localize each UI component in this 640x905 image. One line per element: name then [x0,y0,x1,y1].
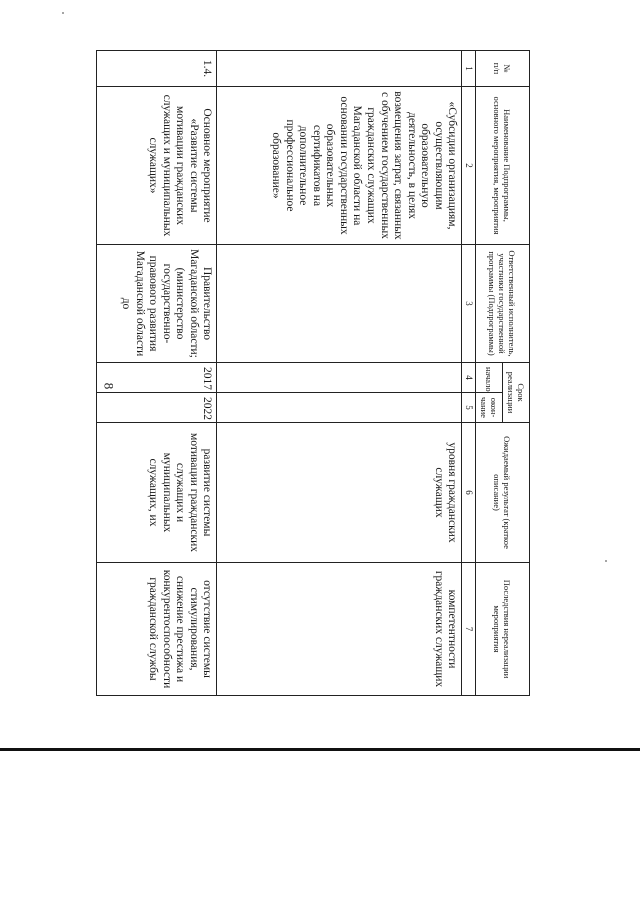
header-result: Ожидаемый результат (краткое описание) [475,423,529,563]
row-result: уровня гражданских служащих [217,423,462,563]
scan-speck [605,560,607,562]
column-number: 4 [462,363,476,393]
column-number: 1 [462,51,476,87]
column-number: 3 [462,245,476,363]
row-consequences: компетентности гражданских служащих [217,563,462,696]
row-result: развитие системы мотивации гражданских служащих и муниципальных служащих, их [97,423,217,563]
header-start: начало [475,363,502,393]
column-number: 5 [462,393,476,423]
table-header-row [502,51,529,696]
row-consequences: отсутствие системы стимулирования, снижение престижа и конкурентоспособности гражданской службы [97,563,217,696]
row-num [217,51,462,87]
row-end [217,393,462,423]
header-num: № п/п [475,51,529,87]
header-name: Наименование Подпрограммы, основного мероприятия, мероприятия [475,87,529,245]
header-executor: Ответственный исполнитель, участники государственной программы (Подпрограммы) [475,245,529,363]
table-row [217,51,462,696]
column-number-row [462,51,476,696]
table-row [97,51,217,696]
column-number: 7 [462,563,476,696]
header-consequences: Последствия нереализации мероприятия [475,563,529,696]
row-executor [217,245,462,363]
row-end: 2022 [97,393,217,423]
row-num: 1.4. [97,51,217,87]
header-end: окон- чание [475,393,502,423]
row-start: 2017 [97,363,217,393]
row-start [217,363,462,393]
row-name: Основное мероприятие «Развитие системы мотивации гражданских служащих и муниципальных служащих» [97,87,217,245]
row-executor: Правительство Магаданской области; (министерство государственно-правового развития Магаданской области до [97,245,217,363]
column-number: 2 [462,87,476,245]
measures-table [96,50,530,696]
page-divider [0,748,640,751]
header-period: Срок реализации [502,363,529,423]
scan-speck [62,12,64,14]
row-name: «Субсидии организациям, осуществляющим образовательную деятельность, в целях возмещения затрат, связанных с обучением государственных гражданских служащих Магаданской области на основании государственных образовательных сертификатов на дополнительное профессиональное образование» [217,87,462,245]
page-number: 8 [101,382,117,390]
column-number: 6 [462,423,476,563]
